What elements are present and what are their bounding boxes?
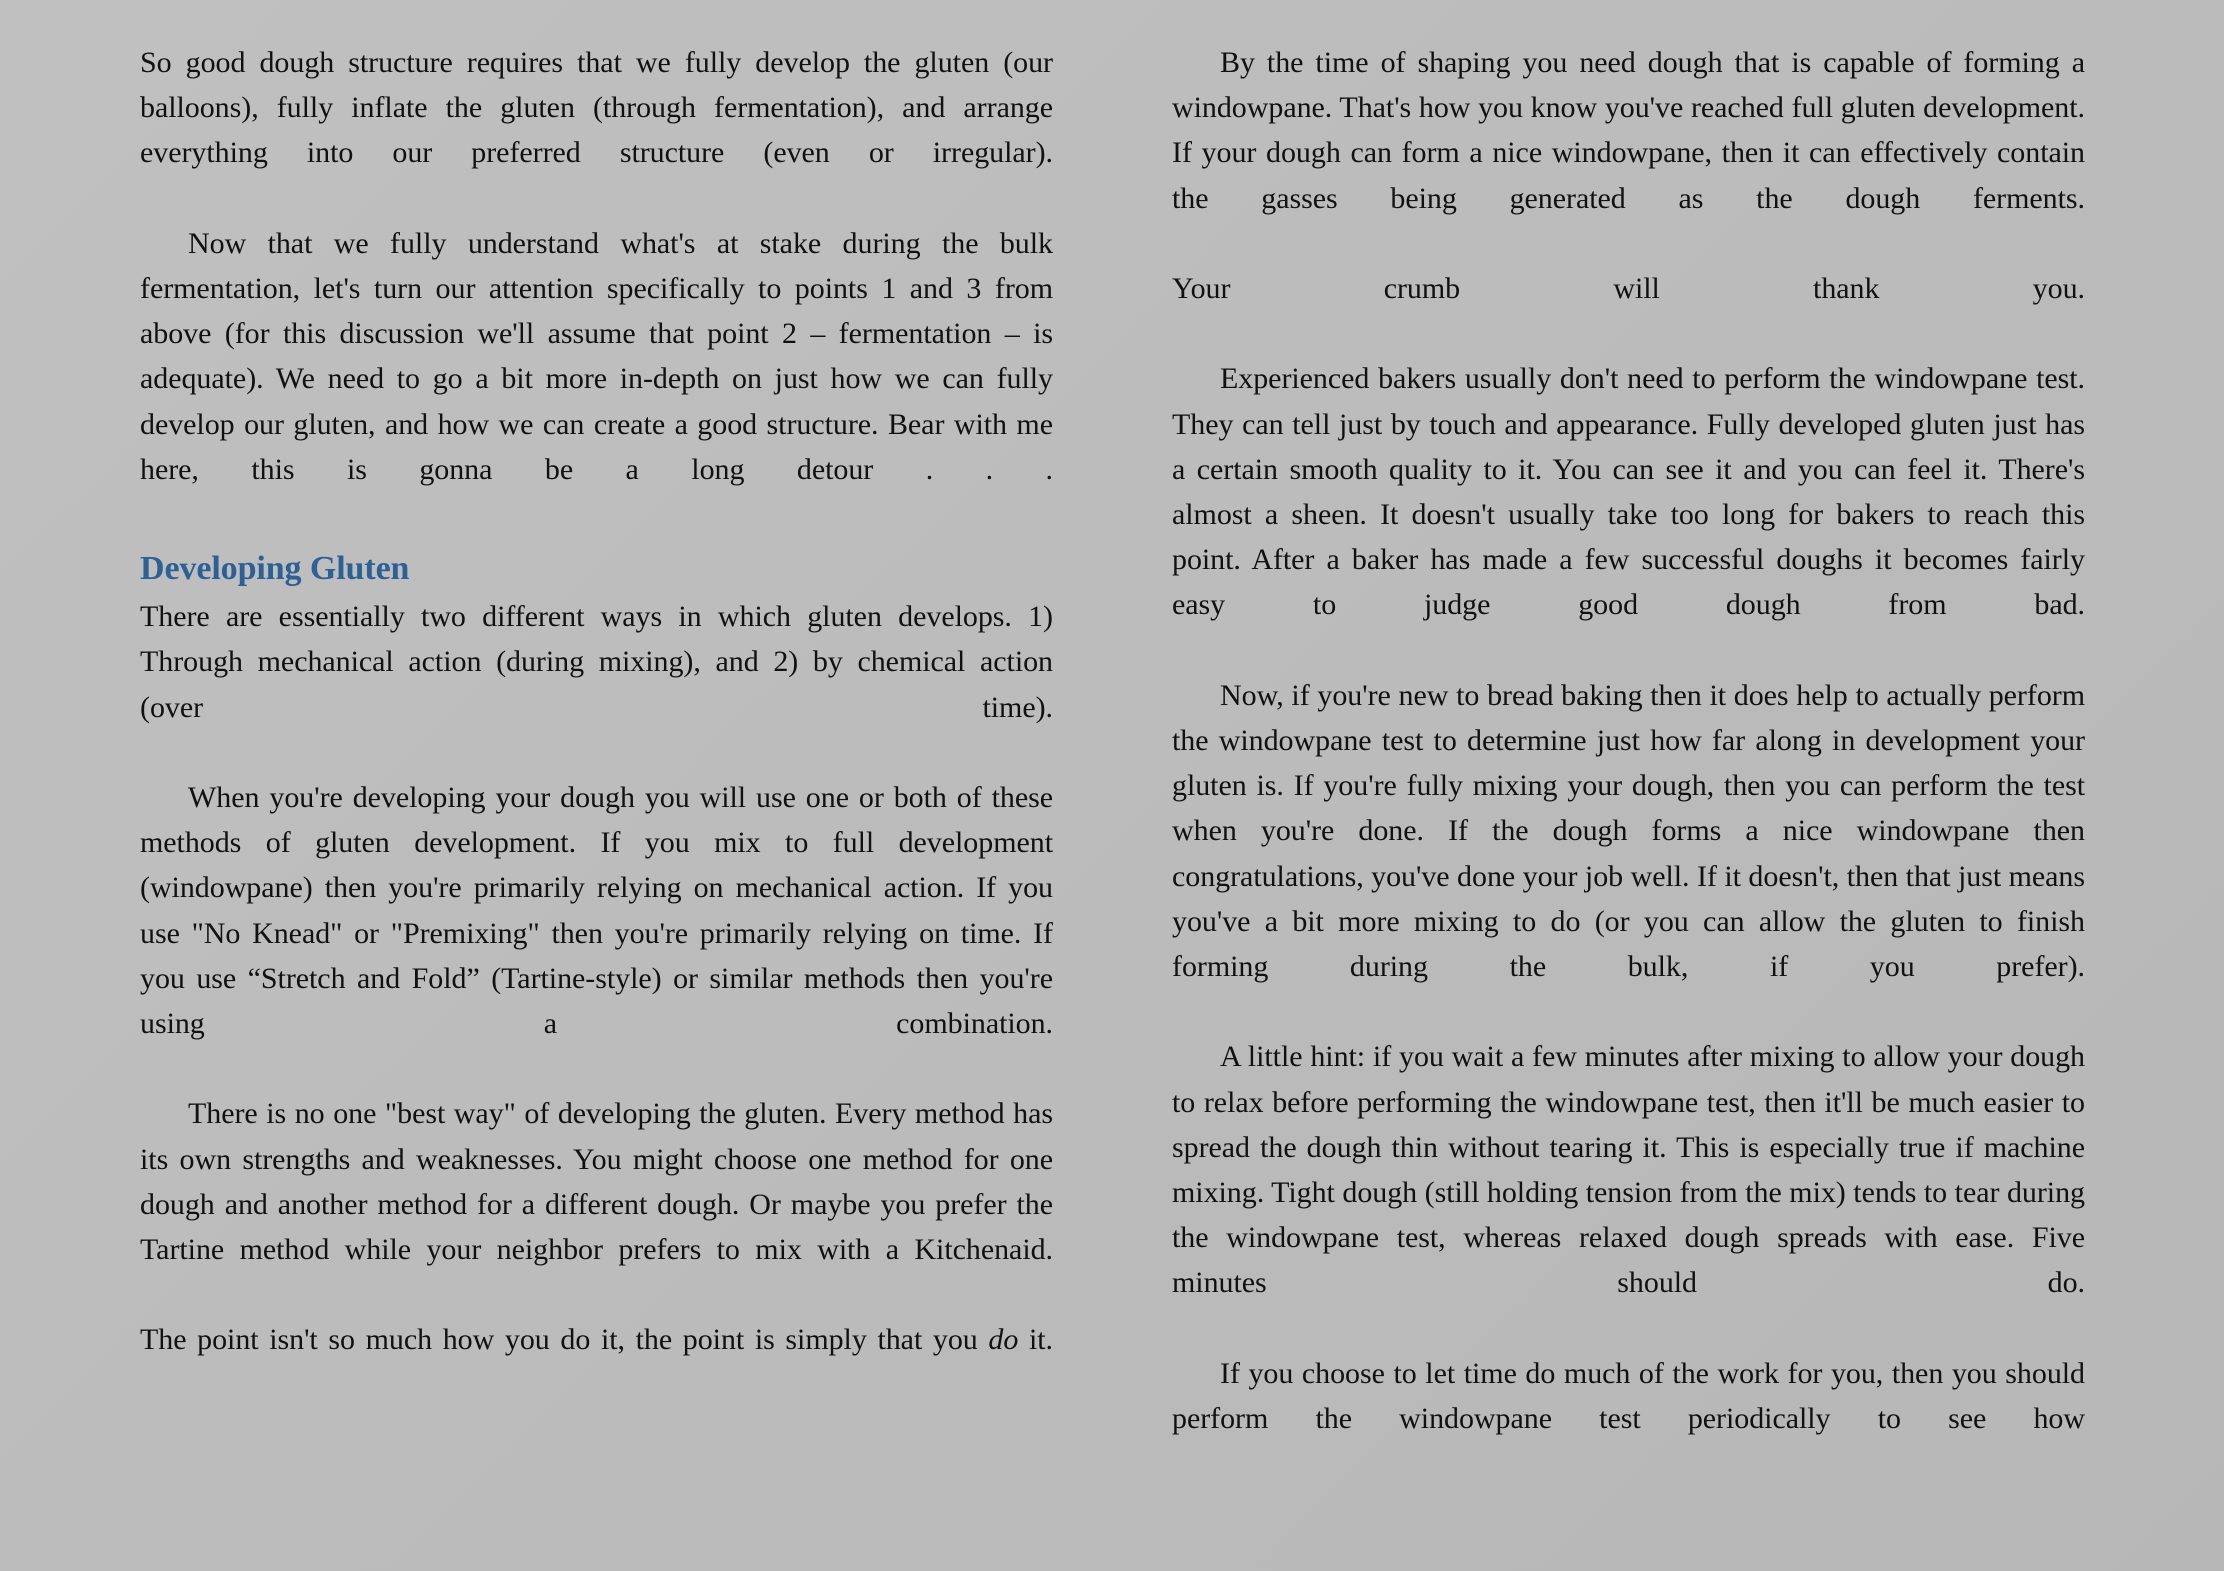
paragraph-with-emphasis [140, 1317, 1053, 1407]
paragraph-text-segment: it. [1018, 1323, 1053, 1357]
paragraph: Experienced bakers usually don't need to perform the windowpane test. They can tell just by touch and appearance. Fully developed gluten just has a certain smooth quality to it. You can see it and you can feel it. There's almost a sheen. It doesn't usually take too long for bakers to reach this point. After a baker has made a few successful doughs it becomes fairly easy to judge good dough from bad. [1172, 362, 2085, 622]
paragraph: When you're developing your dough you will use one or both of these methods of gluten development. If you mix to full development (windowpane) then you're primarily relying on mechanical action. If you use "No Knead" or "Premixing" then you're primarily relying on time. If you use “Stretch and Fold” (Tartine-style) or similar methods then you're using a combination. [140, 781, 1053, 1041]
paragraph: By the time of shaping you need dough that is capable of forming a windowpane. That's how you know you've reached full gluten development. If your dough can form a nice windowpane, then it can effectively contain the gasses being generated as the dough ferments. [1172, 46, 2085, 215]
paragraph-text-segment: The point isn't so much how you do it, the point is simply that you [140, 1323, 989, 1357]
section-heading-developing-gluten: Developing Gluten [140, 550, 410, 588]
paragraph: A little hint: if you wait a few minutes after mixing to allow your dough to relax before performing the windowpane test, then it'll be much easier to spread the dough thin without tearing it. This is especially true if machine mixing. Tight dough (still holding tension from the mix) tends to tear during the windowpane test, whereas relaxed dough spreads with ease. Five minutes should do. [1172, 1040, 2085, 1300]
paragraph: Now that we fully understand what's at stake during the bulk fermentation, let's turn our attention specifically to points 1 and 3 from above (for this discussion we'll assume that point 2 – fermentation – is adequate). We need to go a bit more in-depth on just how we can fully develop our gluten, and how we can create a good structure. Bear with me here, this is gonna be a long detour . . . [140, 226, 1053, 486]
paragraph: So good dough structure requires that we fully develop the gluten (our balloons), fully inflate the gluten (through fermentation), and arrange everything into our preferred structure (even or irregular). [140, 46, 1053, 170]
emphasized-word: do [988, 1323, 1019, 1357]
paragraph: Now, if you're new to bread baking then it does help to actually perform the windowpane test to determine just how far along in development your gluten is. If you're fully mixing your dough, then you can perform the test when you're done. If the dough forms a nice windowpane then congratulations, you've done your job well. If it doesn't, then that just means you've a bit more mixing to do (or you can allow the gluten to finish forming during the bulk, if you prefer). [1172, 678, 2085, 984]
paragraph: There is no one "best way" of developing the gluten. Every method has its own strengths and weaknesses. You might choose one method for one dough and another method for a different dough. Or maybe you prefer the Tartine method while your neighbor prefers to mix with a Kitchenaid. [140, 1097, 1053, 1267]
left-column [140, 40, 1053, 1487]
paragraph: There are essentially two different ways in which gluten develops. 1) Through mechanical action (during mixing), and 2) by chemical action (over time). [140, 600, 1053, 724]
two-column-layout [140, 40, 2085, 1487]
paragraph: Your crumb will thank you. [1172, 272, 2085, 306]
right-column [1172, 40, 2085, 1487]
paragraph: If you choose to let time do much of the work for you, then you should perform the windowpane test periodically to see how [1172, 1356, 2085, 1436]
